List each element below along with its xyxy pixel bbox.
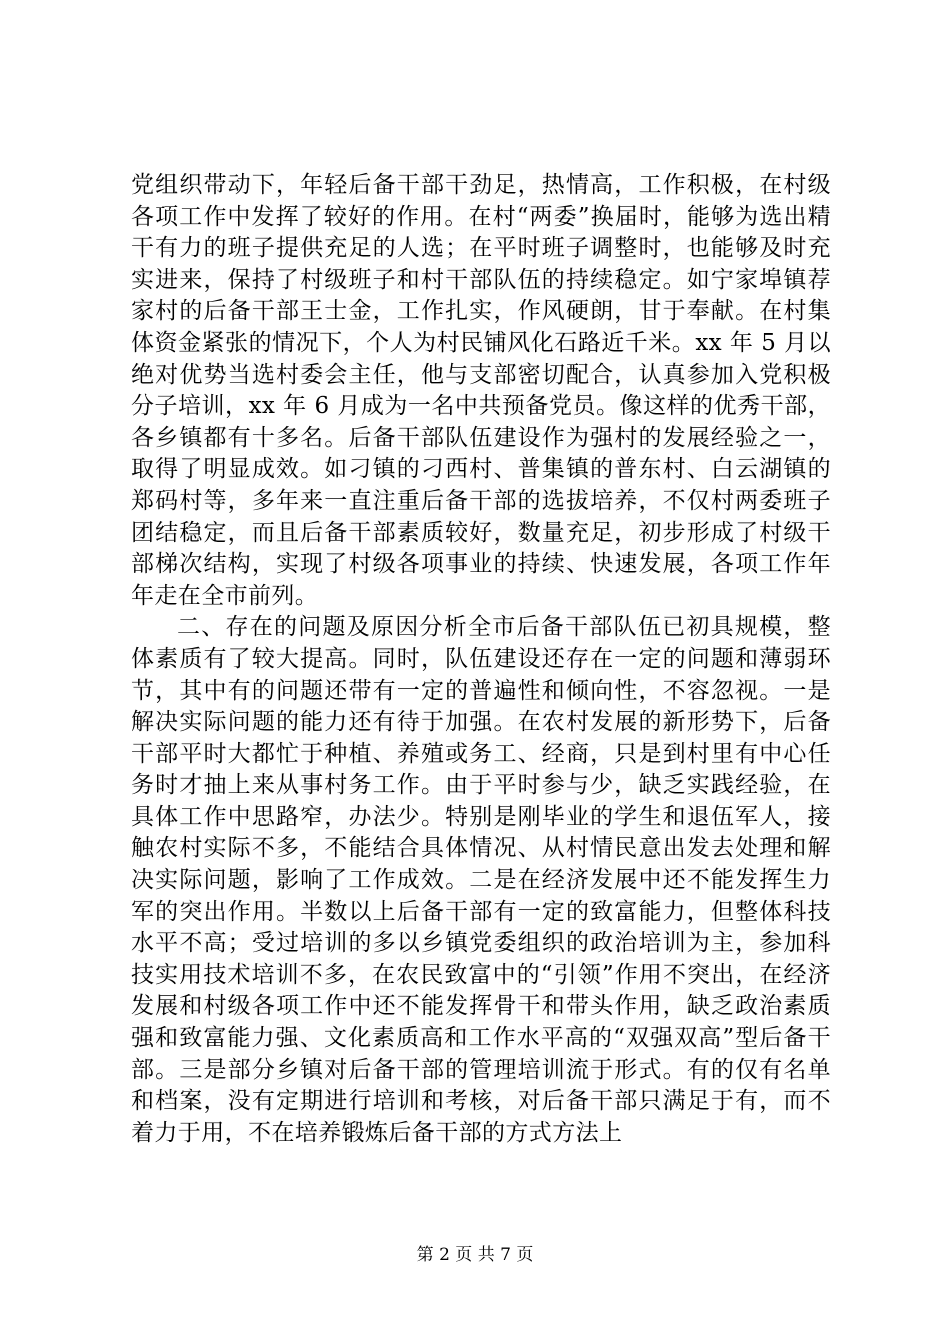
paragraph-2: 二、存在的问题及原因分析全市后备干部队伍已初具规模，整体素质有了较大提高。同时，队伍建设还存在一定的问题和薄弱环节，其中有的问题还带有一定的普遍性和倾向性，不容忽视。一是解决实际问题的能力还有待于加强。在农村发展的新形势下，后备干部平时大都忙于种植、养殖或务工、经商，只是到村里有中心任务时才抽上来从事村务工作。由于平时参与少，缺乏实践经验，在具体工作中思路窄，办法少。特别是刚毕业的学生和退伍军人，接触农村实际不多，不能结合具体情况、从村情民意出发去处理和解决实际问题，影响了工作成效。二是在经济发展中还不能发挥生力军的突出作用。半数以上后备干部有一定的致富能力，但整体科技水平不高；受过培训的多以乡镇党委组织的政治培训为主，参加科技实用技术培训不多，在农民致富中的“引领”作用不突出，在经济发展和村级各项工作中还不能发挥骨干和带头作用，缺乏政治素质强和致富能力强、文化素质高和工作水平高的“双强双高”型后备干部。三是部分乡镇对后备干部的管理培训流于形式。有的仅有名单和档案，没有定期进行培训和考核，对后备干部只满足于有，而不着力于用，不在培养锻炼后备干部的方式方法上 [131, 614, 831, 1146]
document-body [131, 170, 831, 1149]
page-number-footer: 第 2 页 共 7 页 [416, 1245, 534, 1265]
paragraph-1: 党组织带动下，年轻后备干部干劲足，热情高，工作积极，在村级各项工作中发挥了较好的作用。在村“两委”换届时，能够为选出精干有力的班子提供充足的人选；在平时班子调整时，也能够及时充实进来，保持了村级班子和村干部队伍的持续稳定。如宁家埠镇荐家村的后备干部王士金，工作扎实，作风硬朗，甘于奉献。在村集体资金紧张的情况下，个人为村民铺风化石路近千米。xx 年 5 月以绝对优势当选村委会主任，他与支部密切配合，认真参加入党积极分子培训，xx 年 6 月成为一名中共预备党员。像这样的优秀干部，各乡镇都有十多名。后备干部队伍建设作为强村的发展经验之一，取得了明显成效。如刁镇的刁西村、普集镇的普东村、白云湖镇的郑码村等，多年来一直注重后备干部的选拔培养，不仅村两委班子团结稳定，而且后备干部素质较好，数量充足，初步形成了村级干部梯次结构，实现了村级各项事业的持续、快速发展，各项工作年年走在全市前列。 [131, 172, 831, 609]
